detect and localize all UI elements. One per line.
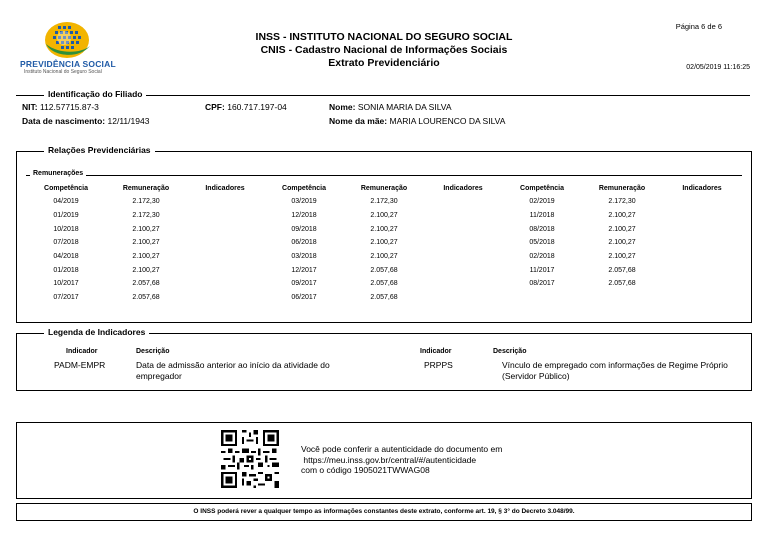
- col-header: Remuneração: [598, 184, 646, 192]
- legenda-code: PRPPS: [424, 360, 453, 370]
- page-number: Página 6 de 6: [675, 22, 722, 31]
- remuneracao-cell: 2.057,68: [608, 280, 636, 288]
- competencia-cell: 12/2018: [291, 212, 317, 220]
- verify-url: https://meu.inss.gov.br/central/#/autenticidade: [301, 454, 477, 465]
- nit-label: NIT:: [22, 102, 38, 112]
- logo-subtitle: Instituto Nacional do Seguro Social: [24, 69, 102, 75]
- legal-footer: O INSS poderá rever a qualquer tempo as informações constantes deste extrato, conforme art. 19, § 3° do Decreto 3.048/99.: [16, 503, 752, 521]
- remuneracao-cell: 2.057,68: [132, 294, 160, 302]
- section-title-legenda: Legenda de Indicadores: [44, 327, 149, 337]
- remuneracao-cell: 2.100,27: [132, 266, 160, 274]
- indicadores-cell: [424, 263, 502, 277]
- indicadores-cell: [424, 250, 502, 264]
- col-header: Remuneração: [122, 184, 170, 192]
- remuneracoes-divider: [26, 175, 742, 176]
- col-header: Indicadores: [205, 184, 245, 192]
- competencia-cell: 05/2018: [529, 239, 555, 247]
- nome-field: [329, 102, 452, 112]
- indicadores-cell: [424, 209, 502, 223]
- table-row: [26, 236, 742, 250]
- nit-value: 112.57715.87-3: [39, 102, 99, 112]
- remuneracao-cell: 2.100,27: [370, 225, 398, 233]
- remuneracao-cell: 2.172,30: [370, 198, 398, 206]
- table-row: [26, 222, 742, 236]
- table-header-row: [26, 181, 742, 195]
- verify-code: com o código 1905021TWWAG08: [301, 465, 430, 475]
- table-row: [26, 291, 742, 305]
- indicadores-cell: [186, 195, 264, 209]
- competencia-cell: 07/2017: [53, 294, 79, 302]
- remuneracao-cell: 2.100,27: [132, 239, 160, 247]
- col-header: Remuneração: [360, 184, 408, 192]
- indicadores-cell: [662, 236, 742, 250]
- col-header: Competência: [520, 184, 564, 192]
- remuneracao-cell: 2.100,27: [370, 239, 398, 247]
- indicadores-cell: [186, 250, 264, 264]
- col-header: Indicadores: [443, 184, 483, 192]
- remuneracao-cell: 2.100,27: [608, 225, 636, 233]
- indicadores-cell: [424, 291, 502, 305]
- competencia-cell: 02/2019: [529, 198, 555, 206]
- indicadores-cell: [424, 277, 502, 291]
- remuneracao-cell: 2.057,68: [132, 280, 160, 288]
- qr-code-icon: [221, 430, 279, 488]
- remuneracao-cell: 2.100,27: [608, 253, 636, 261]
- table-row: [26, 263, 742, 277]
- competencia-cell: 09/2018: [291, 225, 317, 233]
- legenda-header-indicador: Indicador: [420, 348, 452, 355]
- indicadores-cell: [424, 195, 502, 209]
- header-doc-title: Extrato Previdenciário: [328, 57, 440, 69]
- mae-label: Nome da mãe:: [329, 116, 388, 126]
- nascimento-field: [22, 116, 149, 126]
- competencia-cell: 04/2019: [53, 198, 79, 206]
- section-title-relacoes: Relações Previdenciárias: [44, 145, 155, 155]
- competencia-cell: 10/2018: [53, 225, 79, 233]
- table-row: [26, 209, 742, 223]
- cpf-field: [205, 102, 287, 112]
- indicadores-cell: [662, 263, 742, 277]
- table-row: [26, 250, 742, 264]
- legenda-header-indicador: Indicador: [66, 348, 98, 355]
- nome-label: Nome:: [329, 102, 356, 112]
- verify-line: Você pode conferir a autenticidade do documento em: [301, 444, 503, 454]
- cpf-label: CPF:: [205, 102, 225, 112]
- competencia-cell: 08/2018: [529, 225, 555, 233]
- competencia-cell: 08/2017: [529, 280, 555, 288]
- competencia-cell: 06/2018: [291, 239, 317, 247]
- nascimento-label: Data de nascimento:: [22, 116, 106, 126]
- competencia-cell: 11/2018: [529, 212, 555, 220]
- remuneracao-cell: 2.172,30: [132, 212, 160, 220]
- competencia-cell: 12/2017: [291, 266, 317, 274]
- remuneracao-cell: 2.100,27: [132, 253, 160, 261]
- indicadores-cell: [424, 236, 502, 250]
- competencia-cell: 11/2017: [529, 266, 555, 274]
- indicadores-cell: [186, 209, 264, 223]
- remuneracao-cell: 2.057,68: [370, 294, 398, 302]
- remuneracao-cell: 2.172,30: [132, 198, 160, 206]
- col-header: Competência: [44, 184, 88, 192]
- nit-field: [22, 102, 99, 112]
- competencia-cell: 03/2018: [291, 253, 317, 261]
- remuneracao-cell: 2.057,68: [370, 280, 398, 288]
- logo-name: PREVIDÊNCIA SOCIAL: [20, 59, 116, 69]
- competencia-cell: 01/2018: [53, 266, 79, 274]
- legenda-description: Vínculo de empregado com informações de Regime Próprio (Servidor Público): [502, 360, 728, 381]
- competencia-cell: 03/2019: [291, 198, 317, 206]
- nome-value: SONIA MARIA DA SILVA: [357, 102, 452, 112]
- header-title: INSS - INSTITUTO NACIONAL DO SEGURO SOCIAL: [255, 31, 513, 43]
- remuneracao-cell: [582, 291, 662, 305]
- remuneracao-cell: 2.100,27: [608, 212, 636, 220]
- table-row: [26, 195, 742, 209]
- remuneracao-cell: 2.057,68: [608, 266, 636, 274]
- section-title-filiado: Identificação do Filiado: [44, 89, 146, 99]
- legenda-header-descricao: Descrição: [493, 348, 527, 355]
- indicadores-cell: [186, 291, 264, 305]
- remuneracao-cell: 2.172,30: [608, 198, 636, 206]
- remuneracao-cell: 2.100,27: [608, 239, 636, 247]
- col-header: Competência: [282, 184, 326, 192]
- indicadores-cell: [662, 209, 742, 223]
- indicadores-cell: [186, 222, 264, 236]
- mae-field: [329, 116, 505, 126]
- legenda-header-descricao: Descrição: [136, 348, 170, 355]
- competencia-cell: 01/2019: [53, 212, 79, 220]
- remuneracao-cell: 2.100,27: [132, 225, 160, 233]
- competencia-cell: 09/2017: [291, 280, 317, 288]
- competencia-cell: [502, 291, 582, 305]
- mae-value: MARIA LOURENCO DA SILVA: [389, 116, 506, 126]
- col-header: Indicadores: [682, 184, 722, 192]
- cpf-value: 160.717.197-04: [227, 102, 287, 112]
- competencia-cell: 02/2018: [529, 253, 555, 261]
- indicadores-cell: [186, 236, 264, 250]
- indicadores-cell: [186, 263, 264, 277]
- verify-text: [301, 444, 502, 476]
- indicadores-cell: [662, 250, 742, 264]
- header-subtitle: CNIS - Cadastro Nacional de Informações Sociais: [260, 44, 508, 56]
- competencia-cell: 07/2018: [53, 239, 79, 247]
- competencia-cell: 06/2017: [291, 294, 317, 302]
- remuneracao-cell: 2.100,27: [370, 253, 398, 261]
- competencia-cell: 10/2017: [53, 280, 79, 288]
- legenda-code: PADM-EMPR: [54, 360, 106, 370]
- indicadores-cell: [662, 195, 742, 209]
- remuneracoes-title: Remunerações: [30, 170, 86, 177]
- nascimento-value: 12/11/1943: [107, 116, 150, 126]
- indicadores-cell: [662, 222, 742, 236]
- indicadores-cell: [424, 222, 502, 236]
- table-row: [26, 277, 742, 291]
- indicadores-cell: [662, 291, 742, 305]
- remuneracoes-table: [26, 181, 742, 305]
- legenda-description: Data de admissão anterior ao início da atividade do empregador: [136, 360, 330, 381]
- indicadores-cell: [662, 277, 742, 291]
- remuneracao-cell: 2.100,27: [370, 212, 398, 220]
- issue-datetime: 02/05/2019 11:16:25: [686, 64, 750, 71]
- competencia-cell: 04/2018: [53, 253, 79, 261]
- indicadores-cell: [186, 277, 264, 291]
- remuneracao-cell: 2.057,68: [370, 266, 398, 274]
